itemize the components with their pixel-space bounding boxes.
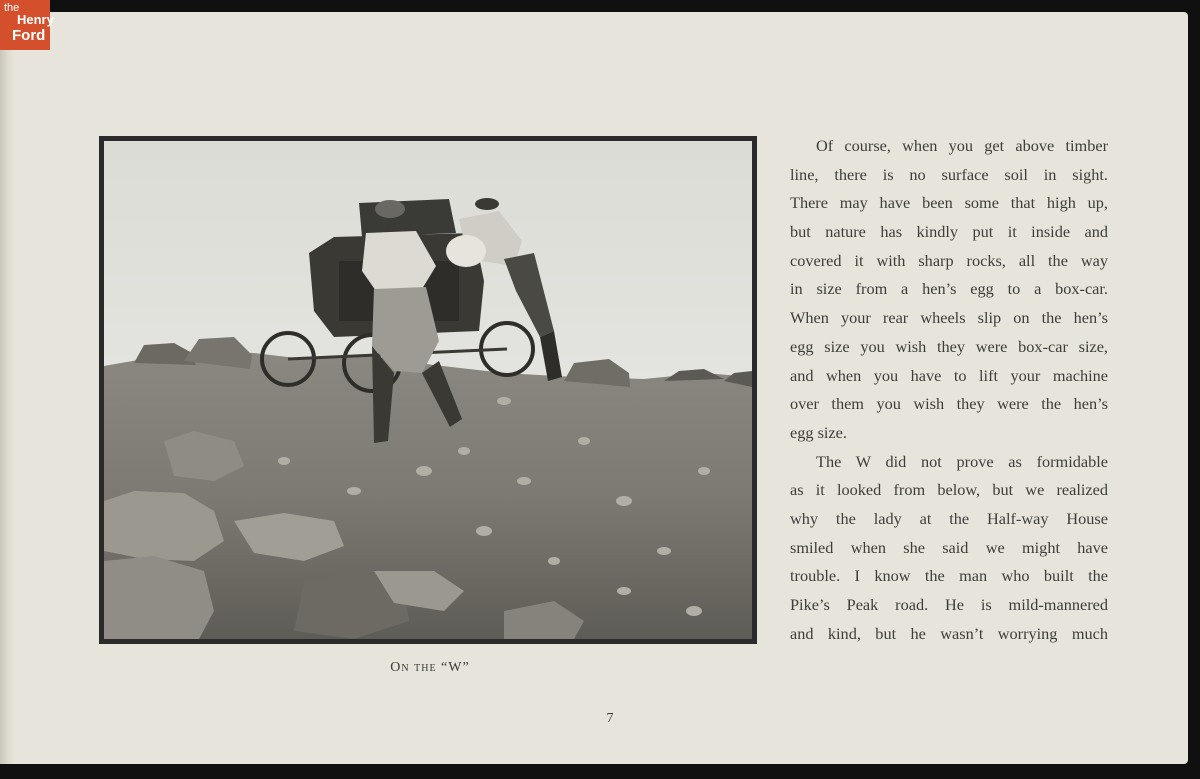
photograph-illustration <box>104 141 752 639</box>
logo-the-text: the <box>4 2 20 14</box>
text-line: line, there is no surface soil in sight. <box>790 164 1108 184</box>
text-line: over them you wish they were the hen’s <box>790 394 1108 414</box>
text-line: and when you have to lift your machine <box>790 365 1108 385</box>
photo-caption: On the “W” <box>390 660 470 675</box>
text-line: egg size you wish they were box-car size, <box>790 336 1108 356</box>
text-line: The W did not prove as formidable <box>816 451 1108 471</box>
text-line: When your rear wheels slip on the hen’s <box>790 308 1108 328</box>
photograph-on-the-w <box>104 141 752 639</box>
text-line: why the lady at the Half-way House <box>790 508 1108 528</box>
photo-man-hat <box>375 200 405 218</box>
book-binding-edge <box>0 12 14 764</box>
text-line: in size from a hen’s egg to a box-car. <box>790 279 1108 299</box>
text-line: but nature has kindly put it inside and <box>790 222 1108 242</box>
logo-ford-text: Ford <box>12 27 46 44</box>
text-line: Pike’s Peak road. He is mild-mannered <box>790 595 1108 614</box>
photo-bucket <box>446 235 486 267</box>
text-line: as it looked from below, but we realized <box>790 480 1108 500</box>
photo-man-cap <box>475 198 499 210</box>
page-number: 7 <box>606 711 614 726</box>
text-line: trouble. I know the man who built the <box>790 566 1108 586</box>
logo-henry-text: Henry <box>17 12 54 27</box>
text-line: Of course, when you get above timber <box>816 136 1108 155</box>
body-text-column <box>790 132 1108 648</box>
henry-ford-logo <box>0 0 54 50</box>
photo-car-top <box>359 199 456 237</box>
text-line: smiled when she said we might have <box>790 537 1108 557</box>
text-line: covered it with sharp rocks, all the way <box>790 250 1108 270</box>
text-line: and kind, but he wasn’t worrying much <box>790 623 1108 643</box>
text-line: There may have been some that high up, <box>790 193 1108 213</box>
text-line: egg size. <box>790 422 847 442</box>
